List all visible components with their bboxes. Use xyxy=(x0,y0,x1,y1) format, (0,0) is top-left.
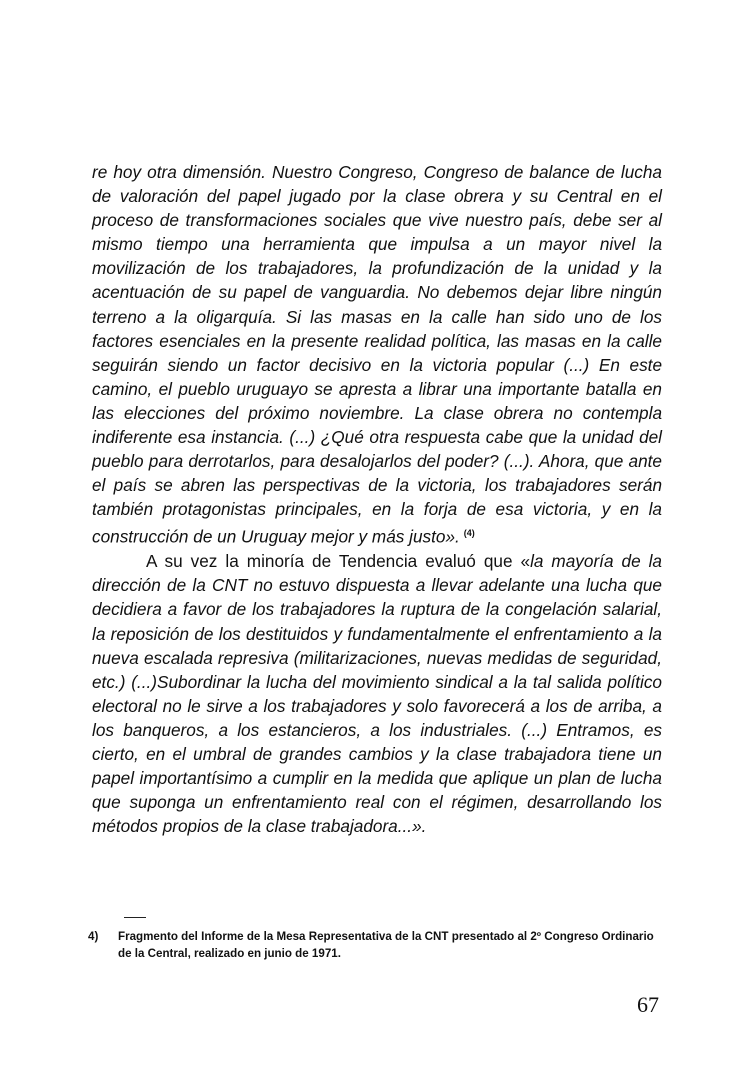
tendencia-paragraph xyxy=(92,549,662,838)
tendencia-intro-text: A su vez la minoría de Tendencia evaluó que « xyxy=(146,551,531,572)
footnote-text: Fragmento del Informe de la Mesa Representativa de la CNT presentado al 2º Congreso Ordinario de la Central, realizado en junio de 1971. xyxy=(118,930,654,960)
continuation-text: re hoy otra dimensión. Nuestro Congreso, Congreso de balance de lucha de valoración del papel jugado por la clase obrera y su Central en el proceso de transformaciones sociales que vive nuestro país, debe ser al mismo tiempo una herramienta que impulsa a un mayor nivel la movilización de los trabajadores, la profundización de la unidad y la acentuación de su papel de vanguardia. No debemos dejar libre ningún terreno a la oligarquía. Si las masas en la calle han sido uno de los factores esenciales en la presente realidad política, las masas en la calle seguirán siendo un factor decisivo en la victoria popular (...) En este camino, el pueblo uruguayo se apresta a librar una importante batalla en las elecciones del próximo noviembre. La clase obrera no contempla indiferente esa instancia. (...) ¿Qué otra respuesta cabe que la unidad del pueblo para derrotarlos, para desalojarlos del poder? (...). Ahora, que ante el país se abren las perspectivas de la victoria, los trabajadores serán también protagonistas principales, en la forja de esa victoria, y en la construcción de un Uruguay mejor y más justo». xyxy=(92,162,662,548)
continuation-paragraph xyxy=(92,160,662,549)
footnote-number: 4) xyxy=(88,930,99,943)
footnote-divider xyxy=(124,917,146,918)
footnote-reference[interactable]: (4) xyxy=(463,528,475,539)
footnote xyxy=(88,928,662,962)
page-body xyxy=(92,160,662,838)
tendencia-quote-text: la mayoría de la dirección de la CNT no estuvo dispuesta a llevar adelante una lucha que decidiera a favor de los trabajadores la ruptura de la congelación salarial, la reposición de los destituidos y fundamentalmente el enfrentamiento a la nueva escalada represiva (militarizaciones, nuevas medidas de seguridad, etc.) (...)Subordinar la lucha del movimiento sindical a la tal salida político electoral no le sirve a los trabajadores y solo favorecerá a los de arriba, a los banqueros, a los estancieros, a los industriales. (...) Entramos, es cierto, en el umbral de grandes cambios y la clase trabajadora tiene un papel importantísimo a cumplir en la medida que aplique un plan de lucha que suponga un enfrentamiento real con el régimen, desarrollando los métodos propios de la clase trabajadora...». xyxy=(92,551,662,837)
page-number: 67 xyxy=(637,992,659,1017)
